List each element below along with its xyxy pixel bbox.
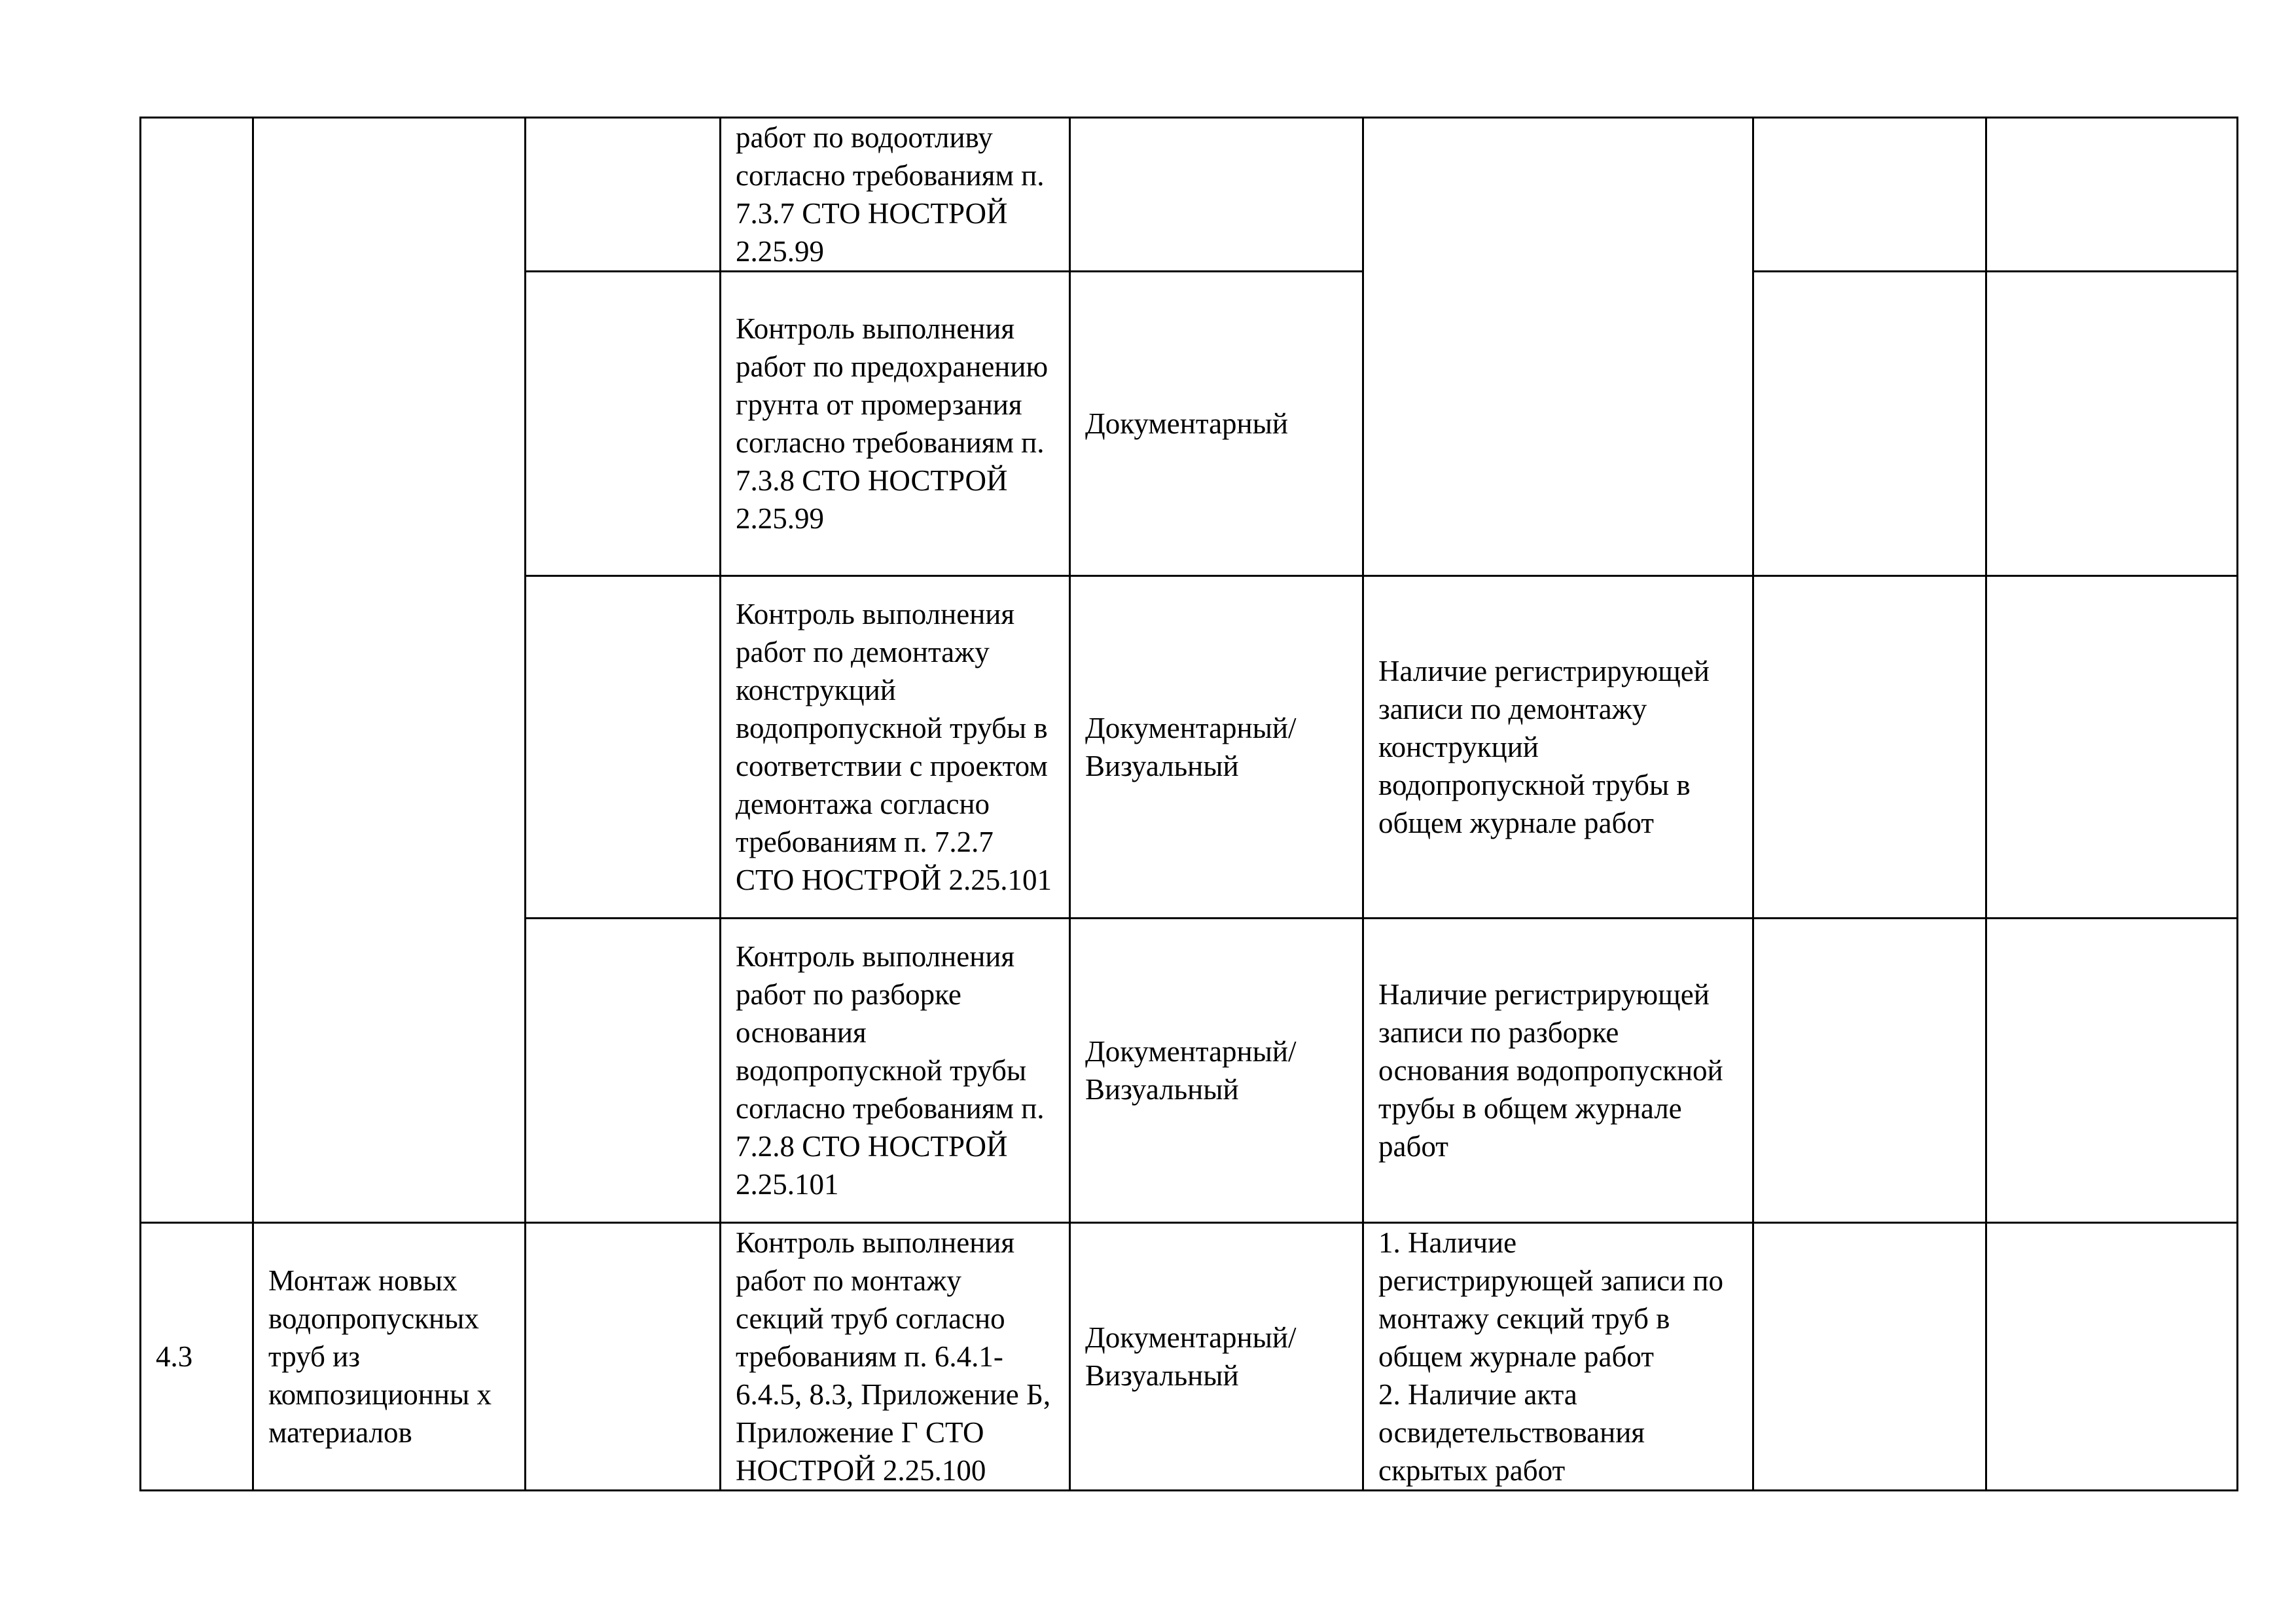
cell-control-item: Контроль выполнения работ по демонтажу конструкций водопропускной трубы в соответствии с проектом демонтажа согласно требованиям п. 7.2.7 СТО НОСТРОЙ 2.25.101 bbox=[721, 576, 1070, 919]
cell-col8 bbox=[1986, 118, 2238, 272]
cell-col8 bbox=[1986, 919, 2238, 1223]
cell-documentation: Наличие регистрирующей записи по разборке основания водопропускной трубы в общем журнале работ bbox=[1363, 919, 1753, 1223]
cell-control-item: Контроль выполнения работ по предохранению грунта от промерзания согласно требованиям п. 7.3.8 СТО НОСТРОЙ 2.25.99 bbox=[721, 272, 1070, 576]
cell-control-item: Контроль выполнения работ по разборке основания водопропускной трубы согласно требованиям п. 7.2.8 СТО НОСТРОЙ 2.25.101 bbox=[721, 919, 1070, 1223]
cell-col8 bbox=[1986, 272, 2238, 576]
cell-col7 bbox=[1753, 272, 1986, 576]
cell-documentation: Наличие регистрирующей записи по демонтажу конструкций водопропускной трубы в общем журнале работ bbox=[1363, 576, 1753, 919]
cell-control-item: работ по водоотливу согласно требованиям п. 7.3.7 СТО НОСТРОЙ 2.25.99 bbox=[721, 118, 1070, 272]
cell-number: 4.3 bbox=[141, 1223, 253, 1491]
cell-col3 bbox=[526, 1223, 721, 1491]
cell-col3 bbox=[526, 272, 721, 576]
table-row bbox=[141, 118, 2238, 272]
cell-col8 bbox=[1986, 1223, 2238, 1491]
cell-control-method bbox=[1070, 118, 1363, 272]
cell-col3 bbox=[526, 919, 721, 1223]
cell-col3 bbox=[526, 576, 721, 919]
cell-stage-name: Монтаж новых водопропускных труб из композиционны х материалов bbox=[253, 1223, 526, 1491]
cell-col7 bbox=[1753, 576, 1986, 919]
cell-stage-name bbox=[253, 118, 526, 1223]
cell-col3 bbox=[526, 118, 721, 272]
cell-col7 bbox=[1753, 919, 1986, 1223]
cell-col8 bbox=[1986, 576, 2238, 919]
cell-number bbox=[141, 118, 253, 1223]
cell-control-method: Документарный/ Визуальный bbox=[1070, 576, 1363, 919]
cell-col7 bbox=[1753, 118, 1986, 272]
cell-documentation bbox=[1363, 118, 1753, 576]
control-table bbox=[139, 117, 2238, 1491]
cell-control-method: Документарный/ Визуальный bbox=[1070, 919, 1363, 1223]
cell-control-item: Контроль выполнения работ по монтажу секций труб согласно требованиям п. 6.4.1-6.4.5, 8.3, Приложение Б, Приложение Г СТО НОСТРОЙ 2.25.100 bbox=[721, 1223, 1070, 1491]
cell-control-method: Документарный/ Визуальный bbox=[1070, 1223, 1363, 1491]
cell-control-method: Документарный bbox=[1070, 272, 1363, 576]
cell-documentation: 1. Наличие регистрирующей записи по монтажу секций труб в общем журнале работ 2. Наличие акта освидетельствования скрытых работ bbox=[1363, 1223, 1753, 1491]
cell-col7 bbox=[1753, 1223, 1986, 1491]
table-row bbox=[141, 1223, 2238, 1491]
